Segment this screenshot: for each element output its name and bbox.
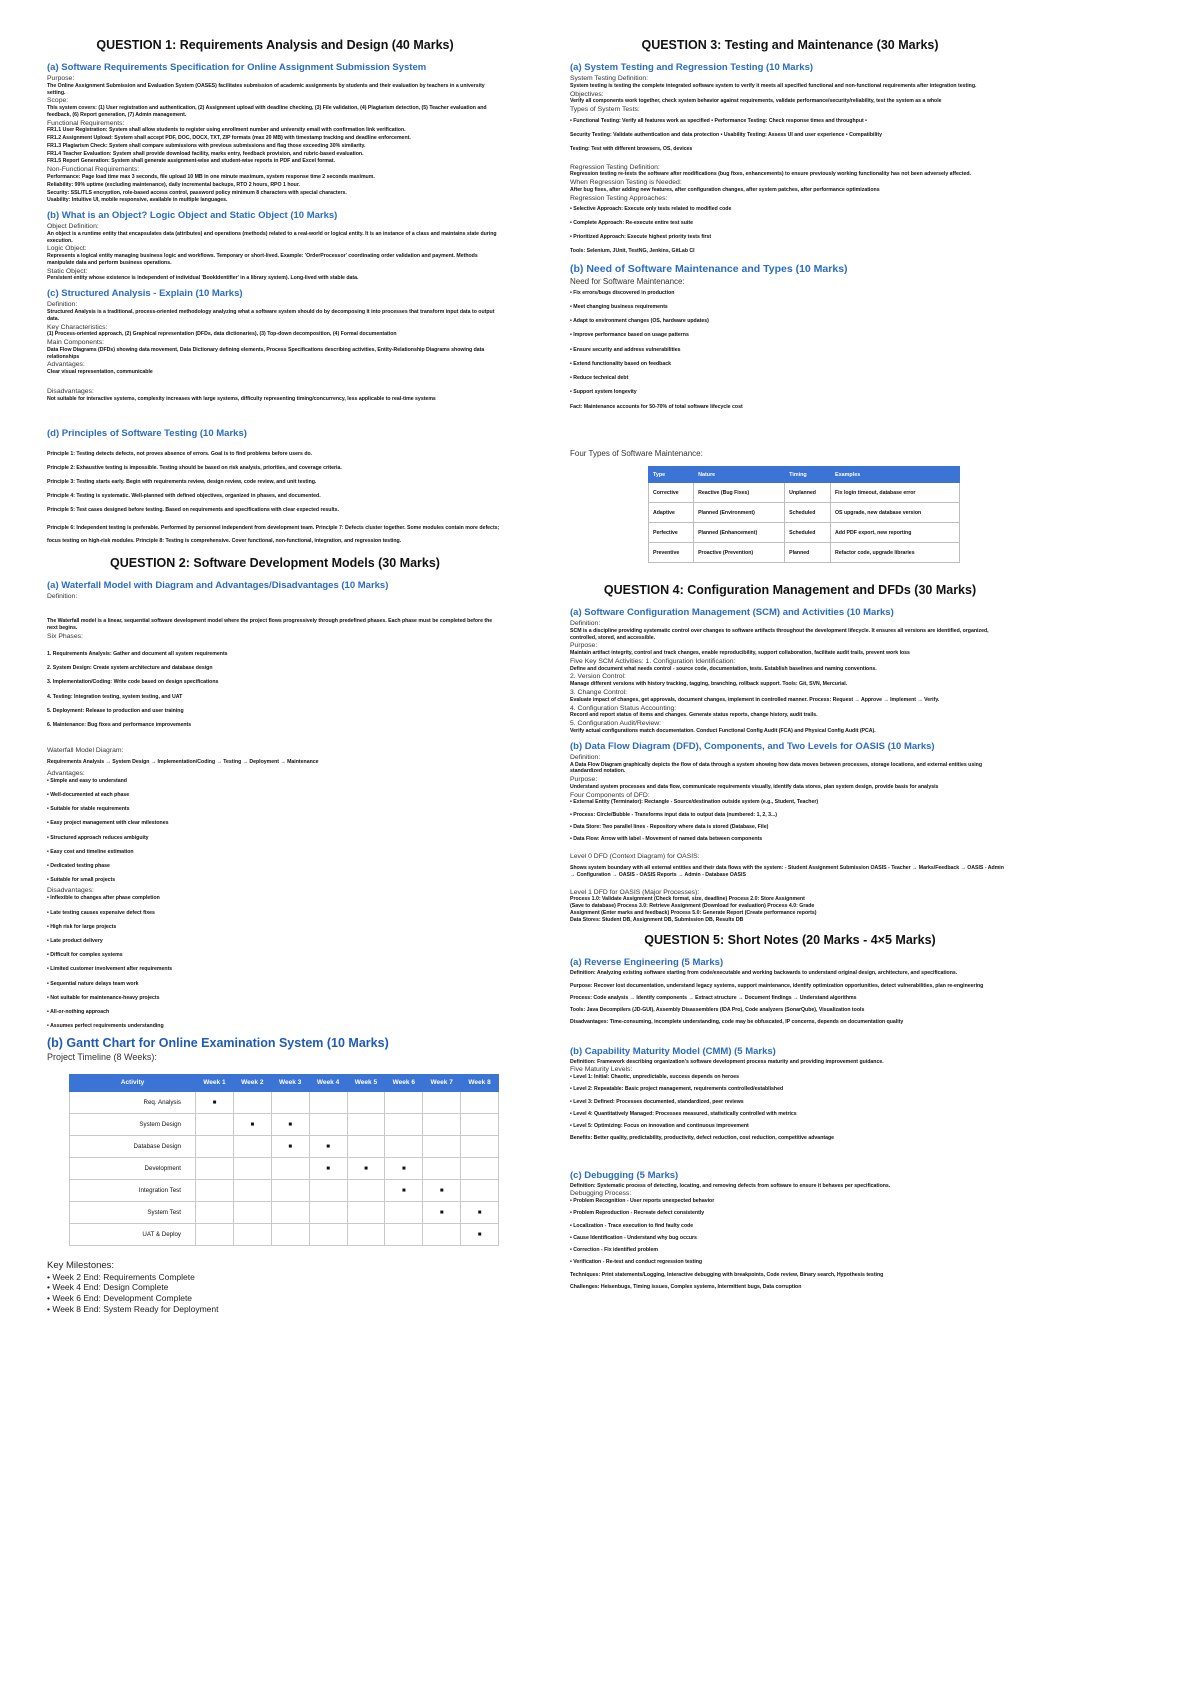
- gantt-column-header: Activity: [70, 1074, 196, 1091]
- q2a-phases-label: Six Phases:: [47, 632, 83, 640]
- gantt-week-cell: [423, 1223, 461, 1245]
- q3a-type-1: • Functional Testing: Verify all features work as specified • Performance Testing: Check response times and throughput •: [570, 117, 867, 124]
- gantt-column-header: Week 7: [423, 1074, 461, 1091]
- q1a-purpose-label: Purpose:: [47, 75, 75, 82]
- q4a-act3-label: 3. Change Control:: [570, 689, 628, 696]
- q1a-scope-label: Scope:: [47, 97, 69, 105]
- q2a-advantages-list: [47, 778, 503, 884]
- q3a-st-text: System testing is testing the complete integrated software system to verify it meets all specified functional and non-functional requirements after integration testing.: [570, 82, 977, 89]
- gantt-week-cell: [423, 1135, 461, 1157]
- q5b-def: Definition: Framework describing organization's software development process maturity and providing improvement guidance.: [570, 1058, 884, 1065]
- q3a-obj-label: Objectives:: [570, 90, 604, 98]
- q2b-milestones-label: Key Milestones:: [47, 1259, 115, 1271]
- q5b-heading: (b) Capability Maturity Model (CMM) (5 Marks): [570, 1045, 776, 1057]
- gantt-week-cell: [233, 1157, 271, 1179]
- q4a-heading: (a) Software Configuration Management (SCM) and Activities (10 Marks): [570, 607, 894, 618]
- q5a-line-3: Process: Code analysis → Identify components → Extract structure → Document findings → Understand algorithms: [570, 994, 857, 1001]
- maintenance-cell: Scheduled: [785, 503, 831, 523]
- q5c-proc-label: Debugging Process:: [570, 1190, 632, 1198]
- q1a-fr-5: FR1.5 Report Generation: System shall generate assignment-wise and student-wise reports in PDF and Excel format.: [47, 158, 335, 165]
- q4b-component-4: • Data Flow: Arrow with label - Movement of named data between components: [570, 836, 763, 843]
- q3a-obj-text: Verify all components work together, check system behavior against requirements, validate performance/security/reliability, test the system as a whole: [570, 98, 942, 105]
- q3a-heading: (a) System Testing and Regression Testing (10 Marks): [570, 62, 814, 73]
- q4b-l1-label: Level 1 DFD for OASIS (Major Processes):: [570, 888, 700, 896]
- q1a-fr-label: Functional Requirements:: [47, 119, 125, 127]
- gantt-week-cell: [271, 1157, 309, 1179]
- q5a-heading: (a) Reverse Engineering (5 Marks): [570, 957, 724, 969]
- q1d-principle-3: Principle 3: Testing starts early. Begin with requirements review, design review, code review, and unit testing.: [47, 478, 317, 485]
- q5b-level-5: • Level 5: Optimizing: Focus on innovation and continuous improvement: [570, 1123, 749, 1130]
- q5c-step-2: • Problem Reproduction - Recreate defect consistently: [570, 1210, 705, 1217]
- q3a-when-label: When Regression Testing is Needed:: [570, 179, 682, 187]
- q4b-component-2: • Process: Circle/Bubble - Transforms input data to output data (numbered: 1, 2, 3...): [570, 811, 778, 818]
- q4b-def-label: Definition:: [570, 753, 601, 761]
- q3-title: QUESTION 3: Testing and Maintenance (30 Marks): [641, 38, 939, 52]
- gantt-week-cell: [461, 1113, 499, 1135]
- q1a-nfr-3: Security: SSL/TLS encryption, role-based access control, password policy minimum 8 characters with special characters.: [47, 189, 347, 196]
- q1d-principle-6: Principle 6: Independent testing is preferable. Performed by personnel independent from development team. Principle 7: Defects cluster together. Some modules contain more defects; focus testing on high-risk modules. Principle 8: Testing is comprehensive. Cover functional, non-functional, integration, and regression testing.: [47, 524, 500, 544]
- maintenance-cell: Add PDF export, new reporting: [831, 523, 960, 543]
- gantt-week-cell: ■: [309, 1157, 347, 1179]
- q5c-challenges: Challenges: Heisenbugs, Timing issues, Complex systems, Intermittent bugs, Data corruption: [570, 1283, 802, 1290]
- maintenance-row: [649, 543, 960, 563]
- gantt-week-cell: [347, 1179, 385, 1201]
- gantt-week-cell: [423, 1091, 461, 1113]
- gantt-week-cell: [423, 1113, 461, 1135]
- gantt-week-cell: [309, 1091, 347, 1113]
- disadvantage-item: • High risk for large projects: [47, 923, 117, 930]
- gantt-week-cell: [271, 1201, 309, 1223]
- q1a-scope-text: This system covers: (1) User registration and authentication, (2) Assignment upload with deadline checking, (3) File validation, (4) Plagiarism detection, (5) Teacher evaluation and feedback, (6) Report generation, (7) Admin management.: [47, 105, 487, 118]
- disadvantage-item: • Limited customer involvement after requirements: [47, 966, 173, 973]
- gantt-row: [70, 1091, 499, 1113]
- q1c-key-label: Key Characteristics:: [47, 323, 108, 331]
- q4a-def-label: Definition:: [570, 620, 601, 627]
- gantt-row: [70, 1179, 499, 1201]
- q1d-principle-5: Principle 5: Test cases designed before testing. Based on requirements and specifications with clear expected results.: [47, 507, 339, 514]
- gantt-week-cell: ■: [271, 1135, 309, 1157]
- maintenance-cell: Corrective: [649, 483, 694, 503]
- q1a-fr-4: FR1.4 Teacher Evaluation: System shall provide download facility, marks entry, feedback provision, and rubric-based evaluation.: [47, 150, 364, 157]
- q1b-static-text: Persistent entity whose existence is independent of individual 'BookIdentifier' in a library system). Long-lived with stable data.: [47, 275, 359, 282]
- q4b-component-1: • External Entity (Terminator): Rectangle - Source/destination outside system (e.g., Student, Teacher): [570, 799, 819, 806]
- q3b-types-label: Four Types of Software Maintenance:: [570, 448, 703, 458]
- q5c-heading: (c) Debugging (5 Marks): [570, 1169, 679, 1181]
- q4a-purpose-text: Maintain artifact integrity, control and track changes, enable reproducibility, support collaboration, facilitate audit trails, prevent work loss: [570, 650, 910, 657]
- gantt-week-cell: [347, 1135, 385, 1157]
- maintenance-need-item: • Reduce technical debt: [570, 375, 629, 382]
- gantt-column-header: Week 1: [196, 1074, 234, 1091]
- advantage-item: • Dedicated testing phase: [47, 862, 110, 869]
- q3a-approach-1: • Selective Approach: Execute only tests related to modified code: [570, 205, 732, 212]
- q3a-type-2: Security Testing: Validate authentication and data protection • Usability Testing: Assess UI and user experience • Compatibility: [570, 132, 882, 139]
- q1c-dis-label: Disadvantages:: [47, 387, 94, 395]
- q3a-rt-label: Regression Testing Definition:: [570, 163, 660, 171]
- q1b-static-label: Static Object:: [47, 267, 88, 275]
- q4b-l1-text: Process 1.0: Validate Assignment (Check format, size, deadline) Process 2.0: Store Assignment (Save to database) Process 3.0: Retrieve Assignment (Download for evaluation) Process 4.0: Grade Assignment (Enter marks and feedback) Process 5.0: Generate Report (Create performance reports) Data Stores: Student DB, Assignment DB, Submission DB, Results DB: [570, 896, 817, 923]
- q1a-heading: (a) Software Requirements Specification for Online Assignment Submission System: [47, 62, 427, 73]
- gantt-week-cell: [385, 1223, 423, 1245]
- q5c-step-4: • Cause Identification - Understand why bug occurs: [570, 1234, 697, 1241]
- q2a-heading: (a) Waterfall Model with Diagram and Advantages/Disadvantages (10 Marks): [47, 579, 389, 591]
- q1c-main-text: Data Flow Diagrams (DFDs) showing data movement, Data Dictionary defining elements, Process Specifications describing activities, Entity-Relationship Diagrams showing data relationships: [47, 346, 485, 360]
- q5c-step-1: • Problem Recognition - User reports unexpected behavior: [570, 1198, 715, 1205]
- gantt-week-cell: [233, 1179, 271, 1201]
- maintenance-cell: Perfective: [649, 523, 694, 543]
- q1b-logic-label: Logic Object:: [47, 245, 87, 253]
- gantt-week-cell: ■: [271, 1113, 309, 1135]
- gantt-week-cell: [385, 1113, 423, 1135]
- q2a-diagram-label: Waterfall Model Diagram:: [47, 747, 124, 755]
- q1c-def-text: Structured Analysis is a traditional, process-oriented methodology analyzing what a software system should do by decomposing it into processes that transform input data to output data.: [47, 309, 495, 322]
- q5b-level-4: • Level 4: Quantitatively Managed: Processes measured, statistically controlled with metrics: [570, 1110, 797, 1117]
- gantt-activity-cell: Database Design: [70, 1135, 196, 1157]
- q3b-heading: (b) Need of Software Maintenance and Types (10 Marks): [570, 262, 848, 275]
- q5a-line-1: Definition: Analyzing existing software starting from code/executable and working backwards to understand original design, architecture, and specifications.: [570, 970, 958, 977]
- gantt-row: [70, 1157, 499, 1179]
- q5c-step-3: • Localization - Trace execution to find faulty code: [570, 1222, 694, 1229]
- maintenance-need-item: • Adapt to environment changes (OS, hardware updates): [570, 318, 709, 325]
- q2b-milestone-4: • Week 8 End: System Ready for Deployment: [47, 1303, 219, 1314]
- gantt-week-cell: [271, 1223, 309, 1245]
- gantt-week-cell: [233, 1135, 271, 1157]
- q3a-rt-text: Regression testing re-tests the software after modifications (bug fixes, enhancements) to ensure previously working functionality has not been adversely affected.: [570, 171, 971, 178]
- maintenance-cell: Refactor code, upgrade libraries: [831, 543, 960, 563]
- q3b-fact: Fact: Maintenance accounts for 50-70% of total software lifecycle cost: [570, 403, 743, 410]
- q1a-fr-3: FR1.3 Plagiarism Check: System shall compare submissions with previous submissions and flag those exceeding 30% similarity.: [47, 142, 366, 149]
- gantt-week-cell: [347, 1091, 385, 1113]
- gantt-week-cell: ■: [309, 1135, 347, 1157]
- q2b-milestone-3: • Week 6 End: Development Complete: [47, 1293, 193, 1304]
- gantt-week-cell: [233, 1091, 271, 1113]
- q3b-needs-list: [570, 290, 1010, 396]
- q1c-adv-text: Clear visual representation, communicable: [47, 369, 153, 376]
- maintenance-cell: Scheduled: [785, 523, 831, 543]
- q1a-nfr-2: Reliability: 99% uptime (excluding maintenance), daily incremental backups, RTO 2 hours, RPO 1 hour.: [47, 181, 301, 188]
- gantt-week-cell: [233, 1201, 271, 1223]
- q1a-nfr-1: Performance: Page load time max 3 seconds, file upload 10 MB in one minute maximum, system response time 2 seconds maximum.: [47, 174, 375, 180]
- gantt-activity-cell: System Design: [70, 1113, 196, 1135]
- q4b-def-text: A Data Flow Diagram graphically depicts the flow of data through a system showing how data moves between processes, storage locations, and external entities using standardized notation.: [570, 761, 983, 775]
- q1-title: QUESTION 1: Requirements Analysis and Design (40 Marks): [96, 38, 454, 52]
- maintenance-column-header: Timing: [785, 467, 831, 483]
- gantt-activity-cell: System Test: [70, 1201, 196, 1223]
- q5c-techniques: Techniques: Print statements/Logging, Interactive debugging with breakpoints, Code review, Binary search, Hypothesis testing: [570, 1271, 884, 1278]
- maintenance-need-item: • Ensure security and address vulnerabilities: [570, 346, 681, 353]
- gantt-row: [70, 1113, 499, 1135]
- gantt-week-cell: [309, 1179, 347, 1201]
- q1c-key-text: (1) Process-oriented approach, (2) Graphical representation (DFDs, data dictionaries), (3) Top-down decomposition, (4) Formal documentation: [47, 331, 397, 338]
- q4b-heading: (b) Data Flow Diagram (DFD), Components, and Two Levels for OASIS (10 Marks): [570, 740, 935, 752]
- q4a-act5-label: 5. Configuration Audit/Review:: [570, 720, 662, 728]
- q1b-def-text: An object is a runtime entity that encapsulates data (attributes) and operations (methods) related to a real-world or logical entity. It is an instance of a class and maintains state during execution.: [47, 230, 497, 244]
- disadvantage-item: • Not suitable for maintenance-heavy projects: [47, 994, 160, 1001]
- maintenance-column-header: Examples: [831, 467, 960, 483]
- gantt-column-header: Week 5: [347, 1074, 385, 1091]
- q4a-act4-text: Record and report status of items and changes. Generate status reports, change history, audit trails.: [570, 712, 818, 719]
- q1a-nfr-4: Usability: Intuitive UI, mobile responsive, available in multiple languages.: [47, 197, 228, 204]
- gantt-week-cell: [271, 1091, 309, 1113]
- q1c-heading: (c) Structured Analysis - Explain (10 Marks): [47, 288, 243, 300]
- gantt-week-cell: [423, 1157, 461, 1179]
- disadvantage-item: • Assumes perfect requirements understanding: [47, 1023, 164, 1030]
- maintenance-cell: Fix login timeout, database error: [831, 483, 960, 503]
- gantt-week-cell: [196, 1201, 234, 1223]
- maintenance-cell: Planned: [785, 543, 831, 563]
- q1b-def-label: Object Definition:: [47, 223, 99, 230]
- maintenance-cell: Preventive: [649, 543, 694, 563]
- q5a-line-5: Disadvantages: Time-consuming, incomplete understanding, code may be obfuscated, IP concerns, depends on documentation quality: [570, 1019, 904, 1026]
- gantt-week-cell: [309, 1113, 347, 1135]
- q5b-benefits: Benefits: Better quality, predictability, productivity, defect reduction, cost reduction, competitive advantage: [570, 1135, 835, 1142]
- maintenance-need-item: • Improve performance based on usage patterns: [570, 332, 689, 339]
- advantage-item: • Well-documented at each phase: [47, 791, 130, 798]
- maintenance-need-item: • Meet changing business requirements: [570, 303, 668, 310]
- gantt-week-cell: [196, 1113, 234, 1135]
- q2a-phase-2: 2. System Design: Create system architecture and database design: [47, 665, 213, 672]
- gantt-week-cell: ■: [423, 1201, 461, 1223]
- q2b-milestone-1: • Week 2 End: Requirements Complete: [47, 1271, 195, 1282]
- gantt-week-cell: ■: [385, 1179, 423, 1201]
- q4b-l0-label: Level 0 DFD (Context Diagram) for OASIS:: [570, 853, 700, 861]
- q4a-act3-text: Evaluate impact of changes, get approvals, document changes, implement in controlled manner. Process: Request → Approve → Implement → Verify.: [570, 696, 940, 703]
- q3a-approach-3: • Prioritized Approach: Execute highest priority tests first: [570, 234, 712, 241]
- q5c-step-5: • Correction - Fix identified problem: [570, 1247, 658, 1254]
- gantt-week-cell: ■: [385, 1157, 423, 1179]
- gantt-week-cell: [385, 1135, 423, 1157]
- gantt-week-cell: ■: [233, 1113, 271, 1135]
- gantt-chart-table: [69, 1074, 499, 1246]
- advantage-item: • Easy cost and timeline estimation: [47, 848, 134, 855]
- q2a-phase-3: 3. Implementation/Coding: Write code based on design specifications: [47, 679, 219, 686]
- q1d-heading: (d) Principles of Software Testing (10 Marks): [47, 427, 247, 439]
- q4b-comp-label: Four Components of DFD:: [570, 791, 650, 799]
- q4b-component-3: • Data Store: Two parallel lines - Repository where data is stored (Database, File): [570, 823, 769, 830]
- q2a-phase-6: 6. Maintenance: Bug fixes and performance improvements: [47, 721, 192, 728]
- gantt-week-cell: [196, 1179, 234, 1201]
- gantt-week-cell: [461, 1179, 499, 1201]
- maintenance-cell: Planned (Enhancement): [694, 523, 785, 543]
- q5-title: QUESTION 5: Short Notes (20 Marks - 4×5 Marks): [644, 933, 936, 948]
- q4b-purpose-label: Purpose:: [570, 776, 598, 783]
- q5a-line-2: Purpose: Recover lost documentation, understand legacy systems, support maintenance, identify optimization opportunities, detect vulnerabilities, plan re-engineering: [570, 982, 984, 989]
- q2a-adv-label: Advantages:: [47, 769, 85, 777]
- q1c-adv-label: Advantages:: [47, 361, 85, 369]
- gantt-column-header: Week 6: [385, 1074, 423, 1091]
- q5c-step-6: • Verification - Re-test and conduct regression testing: [570, 1259, 703, 1266]
- gantt-week-cell: [461, 1135, 499, 1157]
- gantt-activity-cell: Development: [70, 1157, 196, 1179]
- q2a-dis-label: Disadvantages:: [47, 887, 94, 895]
- q2a-phase-5: 5. Deployment: Release to production and user training: [47, 707, 184, 714]
- q3a-app-label: Regression Testing Approaches:: [570, 194, 668, 202]
- advantage-item: • Structured approach reduces ambiguity: [47, 834, 149, 841]
- q1a-nfr-label: Non-Functional Requirements:: [47, 166, 140, 174]
- gantt-activity-cell: UAT & Deploy: [70, 1223, 196, 1245]
- maintenance-cell: Proactive (Prevention): [694, 543, 785, 563]
- q2a-phase-1: 1. Requirements Analysis: Gather and document all system requirements: [47, 650, 228, 657]
- gantt-week-cell: [461, 1157, 499, 1179]
- q3a-st-label: System Testing Definition:: [570, 75, 649, 82]
- q2a-phase-4: 4. Testing: Integration testing, system testing, and UAT: [47, 693, 183, 700]
- gantt-column-header: Week 2: [233, 1074, 271, 1091]
- gantt-week-cell: ■: [347, 1157, 385, 1179]
- q4b-l0-text: Shows system boundary with all external entities and their data flows with the system: - Student Assignment Submission OASIS - Teacher → Marks/Feedback → OASIS - Admin → Configuration → OASIS - OASIS Reports → Admin - Database OASIS: [570, 865, 1004, 878]
- q2a-disadvantages-list: [47, 895, 503, 1029]
- gantt-week-cell: [233, 1223, 271, 1245]
- right-column: [570, 38, 1010, 1296]
- q1a-fr-1: FR1.1 User Registration: System shall allow students to register using enrollment number and university email with confirmation link verification.: [47, 127, 406, 134]
- q2b-heading: (b) Gantt Chart for Online Examination System (10 Marks): [47, 1035, 389, 1050]
- gantt-week-cell: [385, 1201, 423, 1223]
- q1a-purpose-text: The Online Assignment Submission and Evaluation System (OASES) facilitates submission of academic assignments by students and their evaluation by teachers in a university setting.: [47, 82, 485, 96]
- q1c-dis-text: Not suitable for interactive systems, complexity increases with large systems, difficulty representing timing/concurrency, less applicable to real-time systems: [47, 395, 436, 402]
- q4b-purpose-text: Understand system processes and data flow, communicate requirements visually, identify data stores, plan system design, provide basis for analysis: [570, 783, 939, 790]
- gantt-column-header: Week 3: [271, 1074, 309, 1091]
- gantt-week-cell: ■: [461, 1223, 499, 1245]
- q2a-def-text: The Waterfall model is a linear, sequential software development model where the project flows progressively through predefined phases. Each phase must be completed before the next begins.: [47, 618, 493, 632]
- gantt-week-cell: [196, 1223, 234, 1245]
- q1d-principle-2: Principle 2: Exhaustive testing is impossible. Testing should be based on risk analysis, priorities, and coverage criteria.: [47, 464, 342, 471]
- q4a-act4-label: 4. Configuration Status Accounting:: [570, 704, 677, 712]
- gantt-week-cell: ■: [196, 1091, 234, 1113]
- q1c-main-label: Main Components:: [47, 339, 105, 347]
- maintenance-row: [649, 503, 960, 523]
- q1b-heading: (b) What is an Object? Logic Object and Static Object (10 Marks): [47, 210, 338, 221]
- gantt-row: [70, 1201, 499, 1223]
- q3b-need-label: Need for Software Maintenance:: [570, 276, 685, 286]
- q5c-def: Definition: Systematic process of detecting, locating, and removing defects from software to ensure it behaves per specifications.: [570, 1182, 891, 1189]
- maintenance-need-item: • Extend functionality based on feedback: [570, 360, 671, 367]
- maintenance-cell: OS upgrade, new database version: [831, 503, 960, 523]
- maintenance-column-header: Type: [649, 467, 694, 483]
- q3a-tools: Tools: Selenium, JUnit, TestNG, Jenkins, GitLab CI: [570, 248, 695, 255]
- q5b-level-2: • Level 2: Repeatable: Basic project management, requirements controlled/established: [570, 1086, 784, 1093]
- gantt-week-cell: [271, 1179, 309, 1201]
- gantt-week-cell: [385, 1091, 423, 1113]
- q2b-milestone-2: • Week 4 End: Design Complete: [47, 1282, 169, 1293]
- gantt-week-cell: [347, 1223, 385, 1245]
- maintenance-cell: Reactive (Bug Fixes): [694, 483, 785, 503]
- advantage-item: • Suitable for small projects: [47, 877, 116, 884]
- q2b-timeline-label: Project Timeline (8 Weeks):: [47, 1051, 157, 1062]
- gantt-row: [70, 1135, 499, 1157]
- advantage-item: • Simple and easy to understand: [47, 777, 127, 784]
- gantt-column-header: Week 8: [461, 1074, 499, 1091]
- maintenance-need-item: • Support system longevity: [570, 389, 637, 396]
- disadvantage-item: • Difficult for complex systems: [47, 952, 123, 959]
- q1d-principle-1: Principle 1: Testing detects defects, not proves absence of errors. Goal is to find problems before users do.: [47, 450, 313, 457]
- left-column: [47, 38, 503, 1314]
- disadvantage-item: • All-or-nothing approach: [47, 1009, 110, 1016]
- gantt-week-cell: ■: [423, 1179, 461, 1201]
- disadvantage-item: • Late product delivery: [47, 937, 103, 944]
- gantt-week-cell: [309, 1201, 347, 1223]
- q4a-act-label: Five Key SCM Activities: 1. Configuration Identification:: [570, 657, 736, 665]
- maintenance-types-table: [648, 466, 960, 563]
- q3a-type-3: Testing: Test with different browsers, OS, devices: [570, 146, 693, 153]
- maintenance-column-header: Nature: [694, 467, 785, 483]
- gantt-activity-cell: Integration Test: [70, 1179, 196, 1201]
- maintenance-cell: Planned (Environment): [694, 503, 785, 523]
- q4a-purpose-label: Purpose:: [570, 642, 598, 650]
- q5b-level-1: • Level 1: Initial: Chaotic, unpredictable, success depends on heroes: [570, 1074, 740, 1081]
- q1a-fr-2: FR1.2 Assignment Upload: System shall accept PDF, DOC, DOCX, TXT, ZIP formats (max 20 MB) with timestamp tracking and deadline enforcement.: [47, 135, 411, 142]
- q2a-diagram-text: Requirements Analysis → System Design → Implementation/Coding → Testing → Deployment → Maintenance: [47, 759, 319, 766]
- q1d-principle-4: Principle 4: Testing is systematic. Well-planned with defined objectives, organized in phases, and documented.: [47, 493, 321, 500]
- gantt-week-cell: [196, 1135, 234, 1157]
- advantage-item: • Easy project management with clear milestones: [47, 820, 169, 827]
- disadvantage-item: • Inflexible to changes after phase completion: [47, 895, 160, 902]
- q3a-when-text: After bug fixes, after adding new features, after configuration changes, after system patches, after performance optimizations: [570, 187, 880, 194]
- maintenance-row: [649, 483, 960, 503]
- q4a-act2-label: 2. Version Control:: [570, 673, 626, 681]
- disadvantage-item: • Sequential nature delays team work: [47, 980, 139, 987]
- q1c-def-label: Definition:: [47, 301, 78, 309]
- q5a-line-4: Tools: Java Decompilers (JD-GUI), Assembly Disassemblers (IDA Pro), Code analyzers (SonarQube), Visualization tools: [570, 1007, 865, 1014]
- q4-title: QUESTION 4: Configuration Management and DFDs (30 Marks): [603, 583, 977, 597]
- q4a-act2-text: Manage different versions with history tracking, tagging, branching, rollback support. Tools: Git, SVN, Mercurial.: [570, 681, 848, 688]
- q4a-act5-text: Verify actual configurations match documentation. Conduct Functional Config Audit (FCA) and Physical Config Audit (PCA).: [570, 727, 876, 734]
- gantt-row: [70, 1223, 499, 1245]
- q2a-def-label: Definition:: [47, 592, 78, 600]
- q5b-level-3: • Level 3: Defined: Processes documented, standardized, peer reviews: [570, 1098, 744, 1105]
- gantt-week-cell: [347, 1201, 385, 1223]
- gantt-week-cell: ■: [461, 1201, 499, 1223]
- maintenance-cell: Unplanned: [785, 483, 831, 503]
- disadvantage-item: • Late testing causes expensive defect fixes: [47, 909, 155, 916]
- maintenance-need-item: • Fix errors/bugs discovered in production: [570, 289, 675, 296]
- gantt-week-cell: [309, 1223, 347, 1245]
- q3a-types-label: Types of System Tests:: [570, 106, 640, 114]
- maintenance-row: [649, 523, 960, 543]
- gantt-week-cell: [347, 1113, 385, 1135]
- q4a-act1-text: Define and document what needs control - source code, documentation, tests. Establish baselines and naming conventions.: [570, 665, 877, 672]
- gantt-activity-cell: Req. Analysis: [70, 1091, 196, 1113]
- maintenance-cell: Adaptive: [649, 503, 694, 523]
- gantt-week-cell: [196, 1157, 234, 1179]
- q2-title: QUESTION 2: Software Development Models (30 Marks): [110, 555, 440, 570]
- q1b-logic-text: Represents a logical entity managing business logic and workflows. Temporary or short-lived. Example: 'OrderProcessor' coordinating order validation and payment. Methods manipulate data and perform business operations.: [47, 253, 478, 266]
- q3a-approach-2: • Complete Approach: Re-execute entire test suite: [570, 219, 693, 226]
- advantage-item: • Suitable for stable requirements: [47, 806, 130, 813]
- gantt-column-header: Week 4: [309, 1074, 347, 1091]
- gantt-week-cell: [461, 1091, 499, 1113]
- q5b-levels-label: Five Maturity Levels:: [570, 1066, 633, 1074]
- q4a-def-text: SCM is a discipline providing systematic control over changes to software artifacts throughout the development lifecycle. It ensures all versions are identified, organized, controlled, stored, and accessible.: [570, 627, 989, 641]
